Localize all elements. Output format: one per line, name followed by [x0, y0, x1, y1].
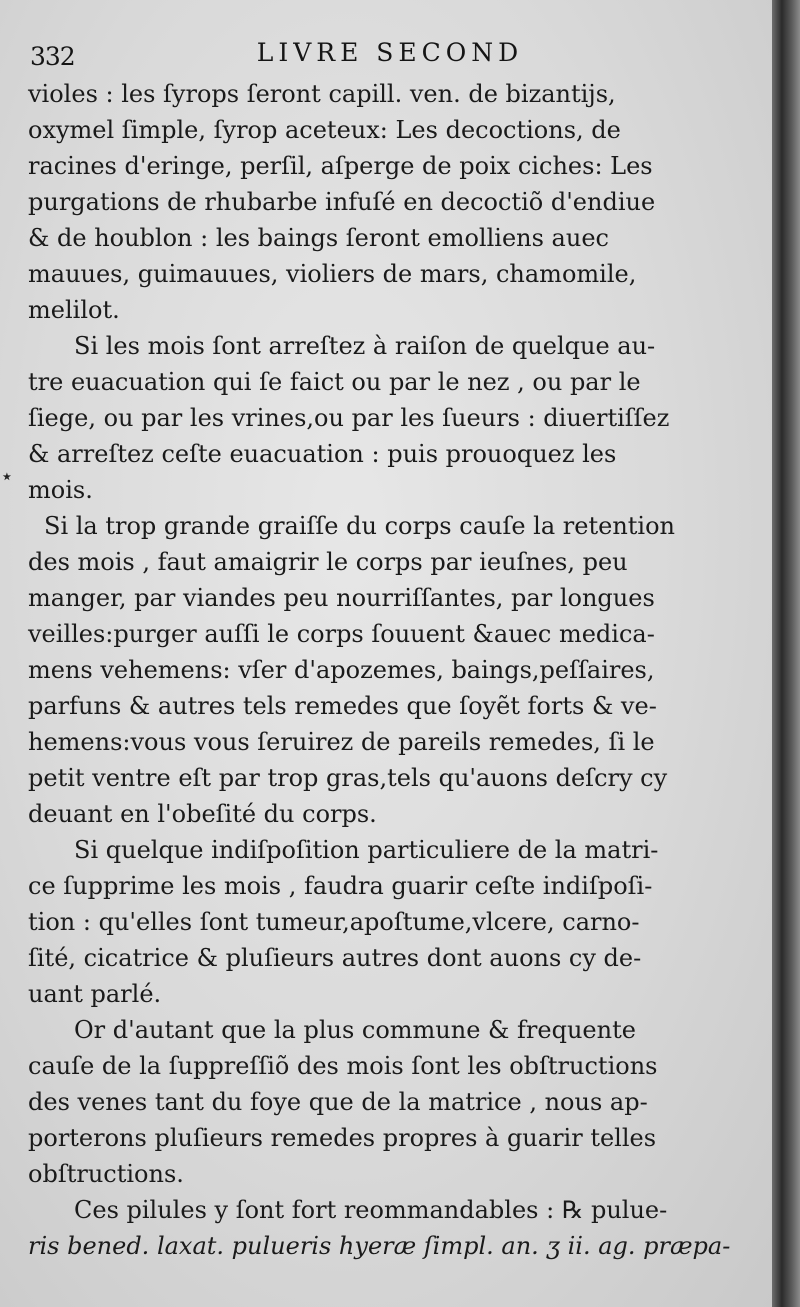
paragraph-start-line: Si la trop grande graiſſe du corps cauſe la retention [44, 512, 675, 540]
text-line: deuant en l'obeſité du corps. [28, 800, 377, 828]
text-line: & de houblon : les baings ſeront emolliens auec [28, 224, 609, 252]
paragraph-start-line: Ces pilules y ſont fort reommandables : ℞ pulue- [74, 1196, 668, 1224]
paragraph-start-line: Or d'autant que la plus commune & frequente [74, 1016, 636, 1044]
text-line: cauſe de la ſuppreſſiõ des mois ſont les obſtructions [28, 1052, 658, 1080]
text-line: hemens:vous vous ſeruirez de pareils remedes, ſi le [28, 728, 655, 756]
book-gutter [772, 0, 800, 1307]
text-line: melilot. [28, 296, 120, 324]
text-line: violes : les ſyrops ſeront capill. ven. de bizantijs, [28, 80, 616, 108]
paragraph-start-line: Si quelque indiſpoſition particuliere de la matri- [74, 836, 659, 864]
text-line: tre euacuation qui ſe faict ou par le nez , ou par le [28, 368, 641, 396]
running-title: LIVRE SECOND [256, 38, 524, 67]
text-line: petit ventre eſt par trop gras,tels qu'auons deſcry cy [28, 764, 668, 792]
text-line: ſiege, ou par les vrines,ou par les ſueurs : diuertiſſez [28, 404, 670, 432]
text-line: oxymel ſimple, ſyrop aceteux: Les decoctions, de [28, 116, 621, 144]
text-line: des mois , faut amaigrir le corps par ieuſnes, peu [28, 548, 628, 576]
text-line: ce ſupprime les mois , faudra guarir ceſte indiſpoſi- [28, 872, 653, 900]
text-line: ſité, cicatrice & pluſieurs autres dont auons cy de- [28, 944, 642, 972]
text-line: racines d'eringe, perſil, aſperge de poix ciches: Les [28, 152, 653, 180]
margin-mark: ٭ [2, 466, 12, 487]
text-line: veilles:purger auſſi le corps ſouuent &auec medica- [28, 620, 655, 648]
text-line: des venes tant du foye que de la matrice , nous ap- [28, 1088, 648, 1116]
text-line: manger, par viandes peu nourriſſantes, par longues [28, 584, 655, 612]
text-line: porterons pluſieurs remedes propres à guarir telles [28, 1124, 657, 1152]
text-line: & arreſtez ceſte euacuation : puis prouoquez les [28, 440, 617, 468]
text-line: purgations de rhubarbe infuſé en decoctiõ d'endiue [28, 188, 656, 216]
paragraph-start-line: Si les mois ſont arreſtez à raiſon de quelque au- [74, 332, 656, 360]
text-line: ris bened. laxat. pulueris hyeræ ſimpl. an. ʒ ii. ag. præpa- [28, 1232, 731, 1260]
text-line: uant parlé. [28, 980, 162, 1008]
text-line: mens vehemens: vſer d'apozemes, baings,peſſaires, [28, 656, 655, 684]
page-number: 332 [30, 42, 75, 71]
text-line: obſtructions. [28, 1160, 184, 1188]
text-line: parfuns & autres tels remedes que ſoyẽt forts & ve- [28, 692, 657, 720]
text-line: mois. [28, 476, 93, 504]
page-header [30, 36, 750, 76]
text-line: mauues, guimauues, violiers de mars, chamomile, [28, 260, 637, 288]
text-line: tion : qu'elles ſont tumeur,apoſtume,vlcere, carno- [28, 908, 640, 936]
body-text [28, 76, 740, 1264]
